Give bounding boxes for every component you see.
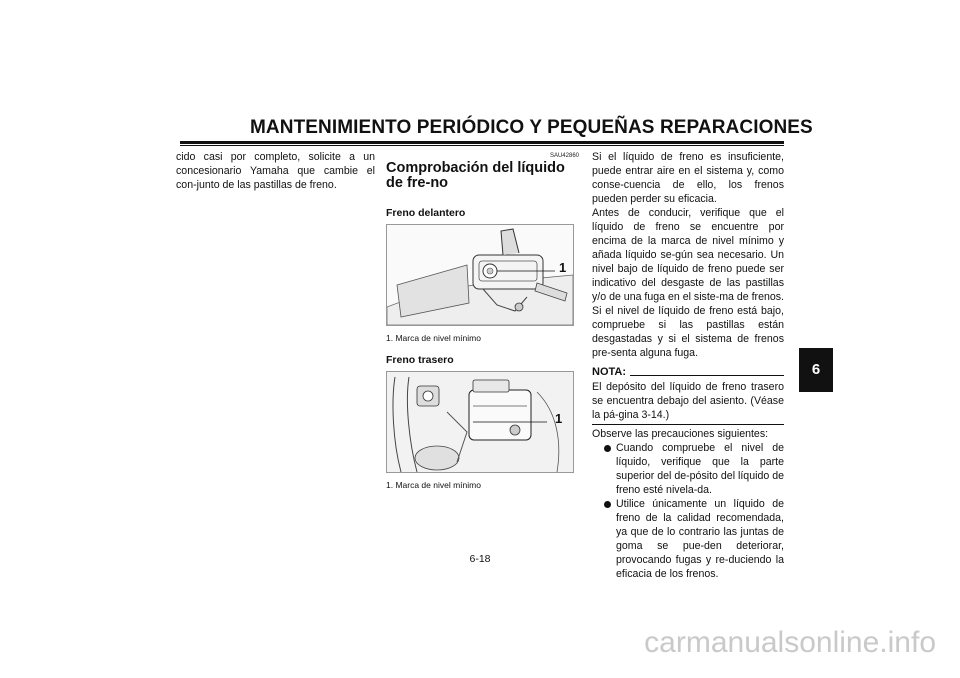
header-rule [180, 141, 784, 144]
list-item: Utilice únicamente un líquido de freno de la calidad recomendada, ya que de lo contrario las juntas de goma se pue-den deteriorar, provocando fugas y re-duciendo la eficacia de los frenos. [606, 497, 784, 581]
list-item: Cuando compruebe el nivel de líquido, verifique que la parte superior del de-pósito del líquido de freno esté nivela-da. [606, 441, 784, 497]
precautions-list [592, 441, 784, 581]
note-end-rule [592, 424, 784, 425]
bullet-icon [604, 445, 611, 452]
precautions-intro: Observe las precauciones siguientes: [592, 428, 769, 440]
rear-brake-reservoir-figure [386, 371, 574, 473]
front-brake-reservoir-figure [386, 224, 574, 326]
note-label: NOTA: [592, 366, 627, 378]
column-3 [592, 150, 784, 581]
rear-brake-caption: 1. Marca de nivel mínimo [386, 480, 481, 490]
rear-brake-callout-number: 1 [555, 411, 563, 426]
column-2 [386, 150, 579, 491]
rear-brake-reservoir-illustration [387, 372, 573, 472]
rear-brake-subtitle: Freno trasero [386, 354, 454, 366]
front-brake-caption: 1. Marca de nivel mínimo [386, 333, 481, 343]
note-box [592, 365, 784, 425]
front-brake-subtitle: Freno delantero [386, 207, 466, 219]
section-title: Comprobación del líquido de fre-no [386, 160, 565, 191]
note-text: El depósito del líquido de freno trasero se encuentra debajo del asiento. (Véase la pá-gina 3-14.) [592, 381, 784, 421]
note-rule [630, 375, 784, 376]
page-number: 6-18 [469, 553, 491, 565]
bullet-icon [604, 501, 611, 508]
front-brake-callout-number: 1 [559, 260, 567, 275]
column-1 [176, 150, 375, 192]
watermark: carmanualsonline.info [644, 626, 936, 659]
reference-code: SAU42860 [549, 153, 579, 159]
chapter-tab: 6 [799, 348, 833, 392]
paragraph-insufficient-fluid: Si el líquido de freno es insuficiente, puede entrar aire en el sistema y, como conse-cuencia de ello, los frenos pueden perder su eficacia. [592, 151, 784, 205]
page-header-title: MANTENIMIENTO PERIÓDICO Y PEQUEÑAS REPARACIONES [250, 117, 813, 138]
paragraph-check-before-riding: Antes de conducir, verifique que el líquido de freno se encuentre por encima de la marca de nivel mínimo y añada líquido se-gún sea necesario. Un nivel bajo de líquido de freno puede ser indicativo del desgaste de las pastillas y/o de una fuga en el siste-ma de frenos. Si el nivel de líquido de freno está bajo, compruebe si las pastillas están desgastadas y si el sistema de frenos pre-senta alguna fuga. [592, 207, 784, 359]
continued-paragraph: cido casi por completo, solicite a un concesionario Yamaha que cambie el con-junto de las pastillas de freno. [176, 151, 375, 191]
front-brake-reservoir-illustration [387, 225, 573, 325]
header-rule-thin [180, 145, 784, 146]
